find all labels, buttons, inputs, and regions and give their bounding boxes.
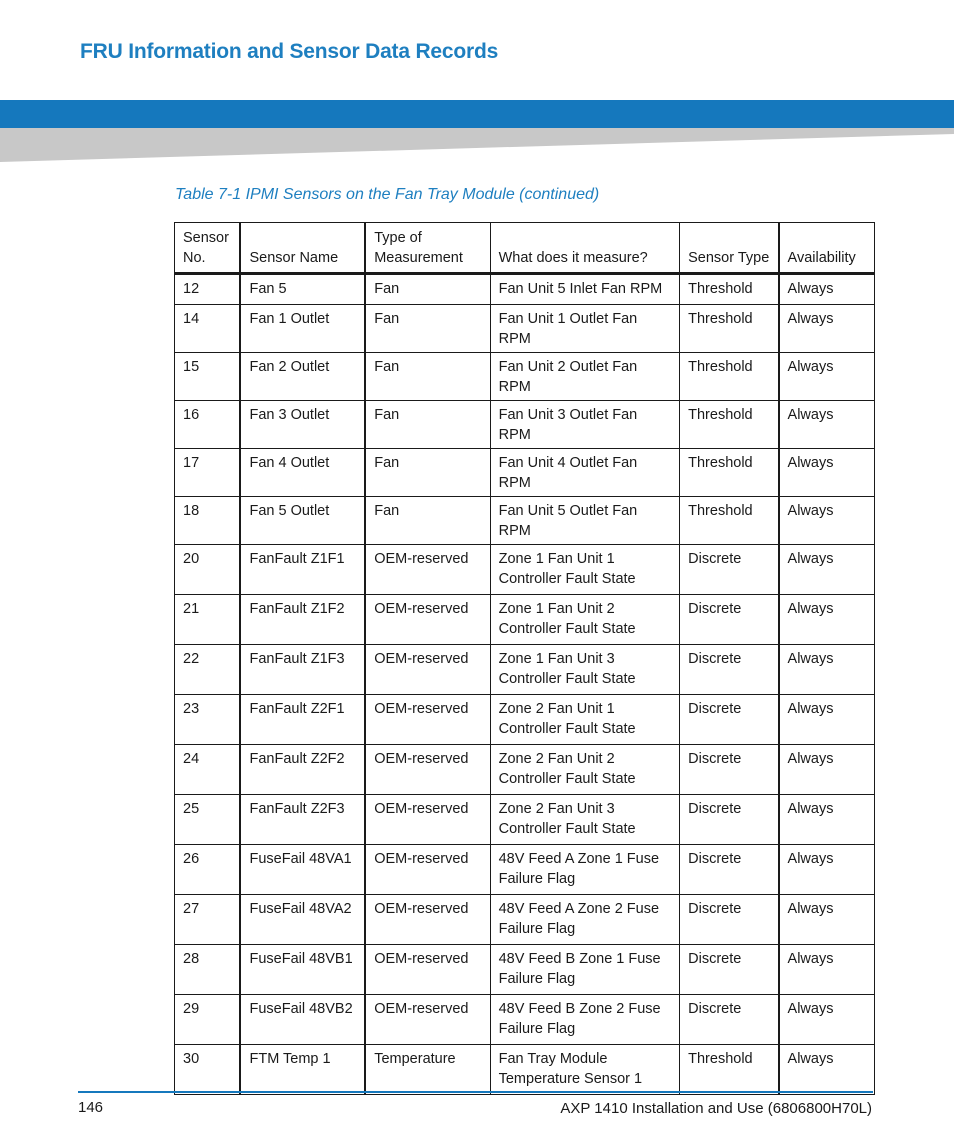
table-cell: Always (779, 745, 875, 795)
table-cell: 48V Feed A Zone 2 Fuse Failure Flag (490, 895, 680, 945)
table-cell: Fan 5 (240, 274, 365, 305)
page-number: 146 (78, 1099, 104, 1116)
table-cell: FuseFail 48VA2 (240, 895, 365, 945)
table-cell: Always (779, 595, 875, 645)
table-cell: Discrete (680, 645, 779, 695)
table-cell: Fan 2 Outlet (240, 353, 365, 401)
column-header: Type of Measurement (365, 223, 490, 274)
table-cell: 28 (175, 945, 241, 995)
table-cell: FanFault Z2F2 (240, 745, 365, 795)
table-cell: Discrete (680, 545, 779, 595)
table-cell: FuseFail 48VB1 (240, 945, 365, 995)
table-cell: Discrete (680, 895, 779, 945)
table-cell: OEM-reserved (365, 645, 490, 695)
table-cell: Discrete (680, 595, 779, 645)
column-header: Sensor Name (240, 223, 365, 274)
table-cell: OEM-reserved (365, 995, 490, 1045)
header-blue-band (0, 100, 954, 128)
table-cell: Fan (365, 353, 490, 401)
table-cell: Always (779, 795, 875, 845)
table-cell: 22 (175, 645, 241, 695)
table-row (175, 305, 875, 353)
table-row (175, 845, 875, 895)
table-cell: Always (779, 1045, 875, 1095)
table-cell: Always (779, 449, 875, 497)
header-gray-wedge (0, 128, 954, 164)
column-header: Availability (779, 223, 875, 274)
table-cell: Fan Tray Module Temperature Sensor 1 (490, 1045, 680, 1095)
table-cell: Always (779, 497, 875, 545)
table-cell: Zone 1 Fan Unit 2 Controller Fault State (490, 595, 680, 645)
table-cell: Threshold (680, 401, 779, 449)
table-cell: 48V Feed A Zone 1 Fuse Failure Flag (490, 845, 680, 895)
table-cell: Fan 5 Outlet (240, 497, 365, 545)
table-cell: OEM-reserved (365, 545, 490, 595)
table-cell: Always (779, 353, 875, 401)
table-row (175, 695, 875, 745)
table-row (175, 595, 875, 645)
table-header-row (175, 223, 875, 274)
table-cell: 26 (175, 845, 241, 895)
table-cell: 20 (175, 545, 241, 595)
table-cell: Fan Unit 5 Inlet Fan RPM (490, 274, 680, 305)
table-row (175, 545, 875, 595)
table-cell: Fan Unit 3 Outlet Fan RPM (490, 401, 680, 449)
table-cell: Always (779, 945, 875, 995)
table-cell: 14 (175, 305, 241, 353)
table-cell: 15 (175, 353, 241, 401)
table-cell: Discrete (680, 845, 779, 895)
table-cell: Always (779, 695, 875, 745)
table-row (175, 645, 875, 695)
table-cell: Fan 1 Outlet (240, 305, 365, 353)
table-cell: FanFault Z1F1 (240, 545, 365, 595)
table-cell: Fan Unit 2 Outlet Fan RPM (490, 353, 680, 401)
table-cell: 16 (175, 401, 241, 449)
table-cell: FanFault Z1F2 (240, 595, 365, 645)
table-cell: FanFault Z1F3 (240, 645, 365, 695)
table-cell: Fan 3 Outlet (240, 401, 365, 449)
table-cell: Threshold (680, 305, 779, 353)
table-cell: 29 (175, 995, 241, 1045)
table-cell: Threshold (680, 449, 779, 497)
table-cell: Zone 2 Fan Unit 2 Controller Fault State (490, 745, 680, 795)
table-cell: Always (779, 995, 875, 1045)
table-row (175, 745, 875, 795)
footer-rule (78, 1091, 873, 1093)
table-cell: Zone 1 Fan Unit 3 Controller Fault State (490, 645, 680, 695)
table-cell: Fan Unit 1 Outlet Fan RPM (490, 305, 680, 353)
table-cell: OEM-reserved (365, 745, 490, 795)
table-cell: Discrete (680, 945, 779, 995)
table-cell: OEM-reserved (365, 795, 490, 845)
table-row (175, 1045, 875, 1095)
table-cell: Fan Unit 4 Outlet Fan RPM (490, 449, 680, 497)
column-header: Sensor No. (175, 223, 241, 274)
table-row (175, 353, 875, 401)
table-cell: 17 (175, 449, 241, 497)
table-cell: OEM-reserved (365, 595, 490, 645)
column-header: Sensor Type (680, 223, 779, 274)
table-row (175, 449, 875, 497)
table-row (175, 274, 875, 305)
table-cell: Threshold (680, 353, 779, 401)
table-cell: OEM-reserved (365, 945, 490, 995)
table-cell: 18 (175, 497, 241, 545)
table-row (175, 795, 875, 845)
table-cell: Temperature (365, 1045, 490, 1095)
table-cell: 25 (175, 795, 241, 845)
table-cell: FanFault Z2F3 (240, 795, 365, 845)
table-row (175, 497, 875, 545)
table-cell: Always (779, 645, 875, 695)
table-cell: Always (779, 545, 875, 595)
table-cell: Always (779, 274, 875, 305)
column-header: What does it measure? (490, 223, 680, 274)
table-row (175, 945, 875, 995)
table-cell: Always (779, 401, 875, 449)
table-cell: Always (779, 845, 875, 895)
table-cell: Discrete (680, 795, 779, 845)
table-cell: Fan (365, 274, 490, 305)
table-cell: Zone 2 Fan Unit 1 Controller Fault State (490, 695, 680, 745)
table-row (175, 895, 875, 945)
table-cell: Threshold (680, 1045, 779, 1095)
table-cell: 21 (175, 595, 241, 645)
ipmi-sensors-table (174, 222, 875, 1095)
table-cell: 30 (175, 1045, 241, 1095)
table-cell: Discrete (680, 695, 779, 745)
table-cell: 23 (175, 695, 241, 745)
table-cell: 27 (175, 895, 241, 945)
table-cell: Zone 1 Fan Unit 1 Controller Fault State (490, 545, 680, 595)
table-row (175, 995, 875, 1045)
table-cell: 48V Feed B Zone 2 Fuse Failure Flag (490, 995, 680, 1045)
table-cell: Fan Unit 5 Outlet Fan RPM (490, 497, 680, 545)
table-cell: Threshold (680, 497, 779, 545)
table-cell: Discrete (680, 995, 779, 1045)
table-cell: 24 (175, 745, 241, 795)
table-cell: OEM-reserved (365, 695, 490, 745)
table-cell: Fan 4 Outlet (240, 449, 365, 497)
table-cell: Fan (365, 401, 490, 449)
table-cell: Fan (365, 449, 490, 497)
table-cell: OEM-reserved (365, 845, 490, 895)
table-cell: FanFault Z2F1 (240, 695, 365, 745)
table-cell: Always (779, 305, 875, 353)
table-cell: Always (779, 895, 875, 945)
table-cell: FuseFail 48VB2 (240, 995, 365, 1045)
table-cell: 48V Feed B Zone 1 Fuse Failure Flag (490, 945, 680, 995)
table-cell: FuseFail 48VA1 (240, 845, 365, 895)
document-title: AXP 1410 Installation and Use (6806800H70L) (560, 1100, 872, 1117)
table-cell: Discrete (680, 745, 779, 795)
table-row (175, 401, 875, 449)
table-cell: Fan (365, 497, 490, 545)
table-cell: Zone 2 Fan Unit 3 Controller Fault State (490, 795, 680, 845)
table-cell: Fan (365, 305, 490, 353)
table-cell: FTM Temp 1 (240, 1045, 365, 1095)
table-cell: Threshold (680, 274, 779, 305)
section-title: FRU Information and Sensor Data Records (80, 40, 499, 63)
table-caption: Table 7-1 IPMI Sensors on the Fan Tray Module (continued) (175, 186, 600, 203)
table-cell: 12 (175, 274, 241, 305)
table-cell: OEM-reserved (365, 895, 490, 945)
